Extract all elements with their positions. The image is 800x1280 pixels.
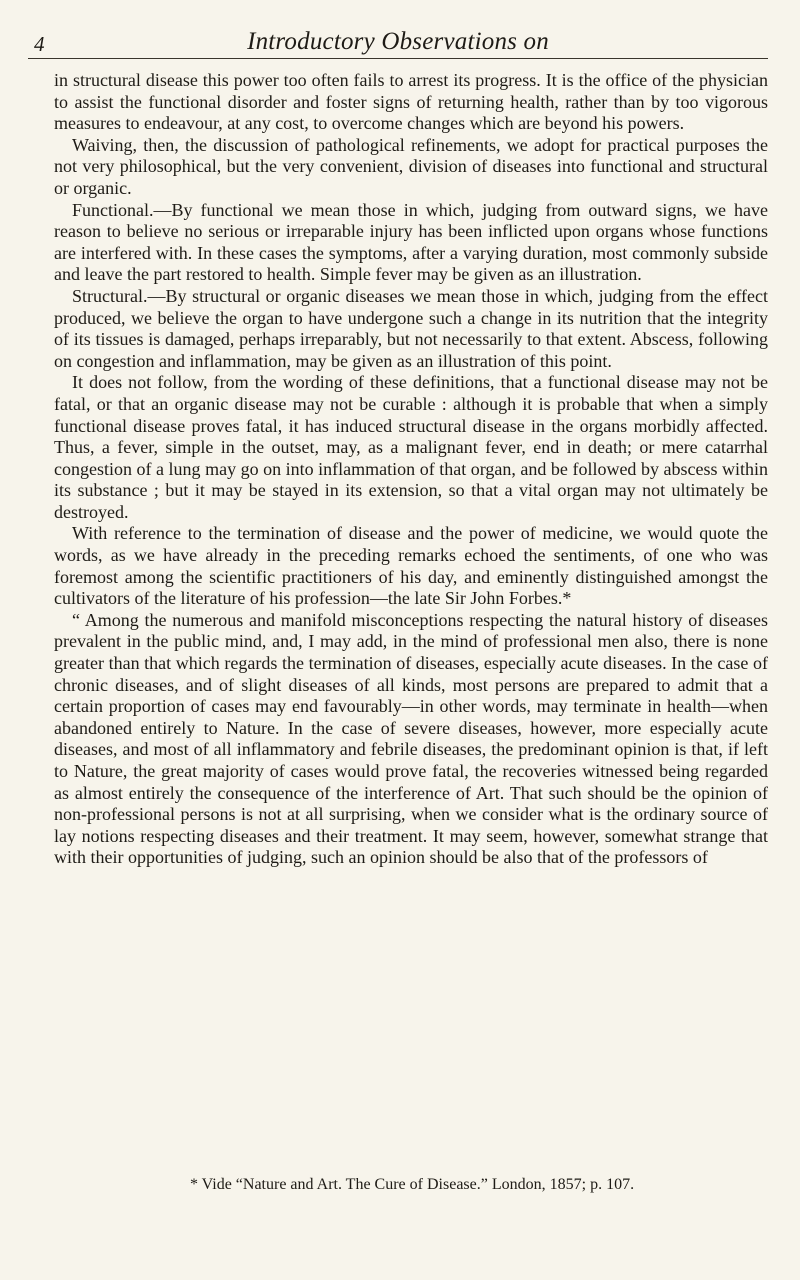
- paragraph: Waiving, then, the discussion of pathological refinements, we adopt for practical purposes the not very philosophical, but the very convenient, division of diseases into functional and structural or organic.: [54, 134, 768, 198]
- body-text: [54, 70, 768, 869]
- page-number: 4: [34, 32, 45, 56]
- running-title: Introductory Observations on: [247, 28, 549, 55]
- paragraph: Structural.—By structural or organic diseases we mean those in which, judging from the effect produced, we believe the organ to have undergone such a change in its nutrition that the integrity of its tissues is damaged, perhaps irreparably, but not necessarily to that extent. Abscess, following on congestion and inflammation, may be given as an illustration of this point.: [54, 285, 768, 371]
- paragraph: “ Among the numerous and manifold misconceptions respecting the natural history of diseases prevalent in the public mind, and, I may add, in the mind of professional men also, there is none greater than that which regards the termination of diseases, especially acute diseases. In the case of chronic diseases, and of slight diseases of all kinds, most persons are prepared to admit that a certain proportion of cases may end favourably—in other words, may terminate in health—when abandoned entirely to Nature. In the case of severe diseases, however, more especially acute diseases, and most of all inflammatory and febrile diseases, the predominant opinion is that, if left to Nature, the great majority of cases would prove fatal, the recoveries witnessed being regarded as almost entirely the consequence of the interference of Art. That such should be the opinion of non-professional persons is not at all surprising, when we consider what is the ordinary source of lay notions respecting diseases and their treatment. It may seem, however, somewhat strange that with their opportunities of judging, such an opinion should be also that of the professors of: [54, 609, 768, 868]
- footnote: * Vide “Nature and Art. The Cure of Disease.” London, 1857; p. 107.: [189, 1176, 635, 1193]
- page-header: [28, 14, 768, 59]
- paragraph: With reference to the termination of disease and the power of medicine, we would quote the words, as we have already in the preceding remarks echoed the sentiments, of one who was foremost among the scientific practitioners of his day, and eminently distinguished amongst the cultivators of the literature of his profession—the late Sir John Forbes.*: [54, 523, 768, 609]
- paragraph: Functional.—By functional we mean those in which, judging from outward signs, we have reason to believe no serious or irreparable injury has been inflicted upon organs whose functions are interfered with. In these cases the symptoms, after a varying duration, most commonly subside and leave the part restored to health. Simple fever may be given as an illustration.: [54, 199, 768, 285]
- paragraph: It does not follow, from the wording of these definitions, that a functional disease may not be fatal, or that an organic disease may not be curable : although it is probable that when a simply functional disease proves fatal, it has induced structural disease in the organs morbidly affected. Thus, a fever, simple in the outset, may, as a malignant fever, end in death; or mere catarrhal congestion of a lung may go on into inflammation of that organ, and be followed by abscess within its substance ; but it may be stayed in its extension, so that a vital organ may not ultimately be destroyed.: [54, 372, 768, 522]
- paragraph: in structural disease this power too often fails to arrest its progress. It is the office of the physician to assist the functional disorder and foster signs of returning health, rather than by too vigorous measures to endeavour, at any cost, to overcome changes which are beyond his powers.: [54, 70, 768, 134]
